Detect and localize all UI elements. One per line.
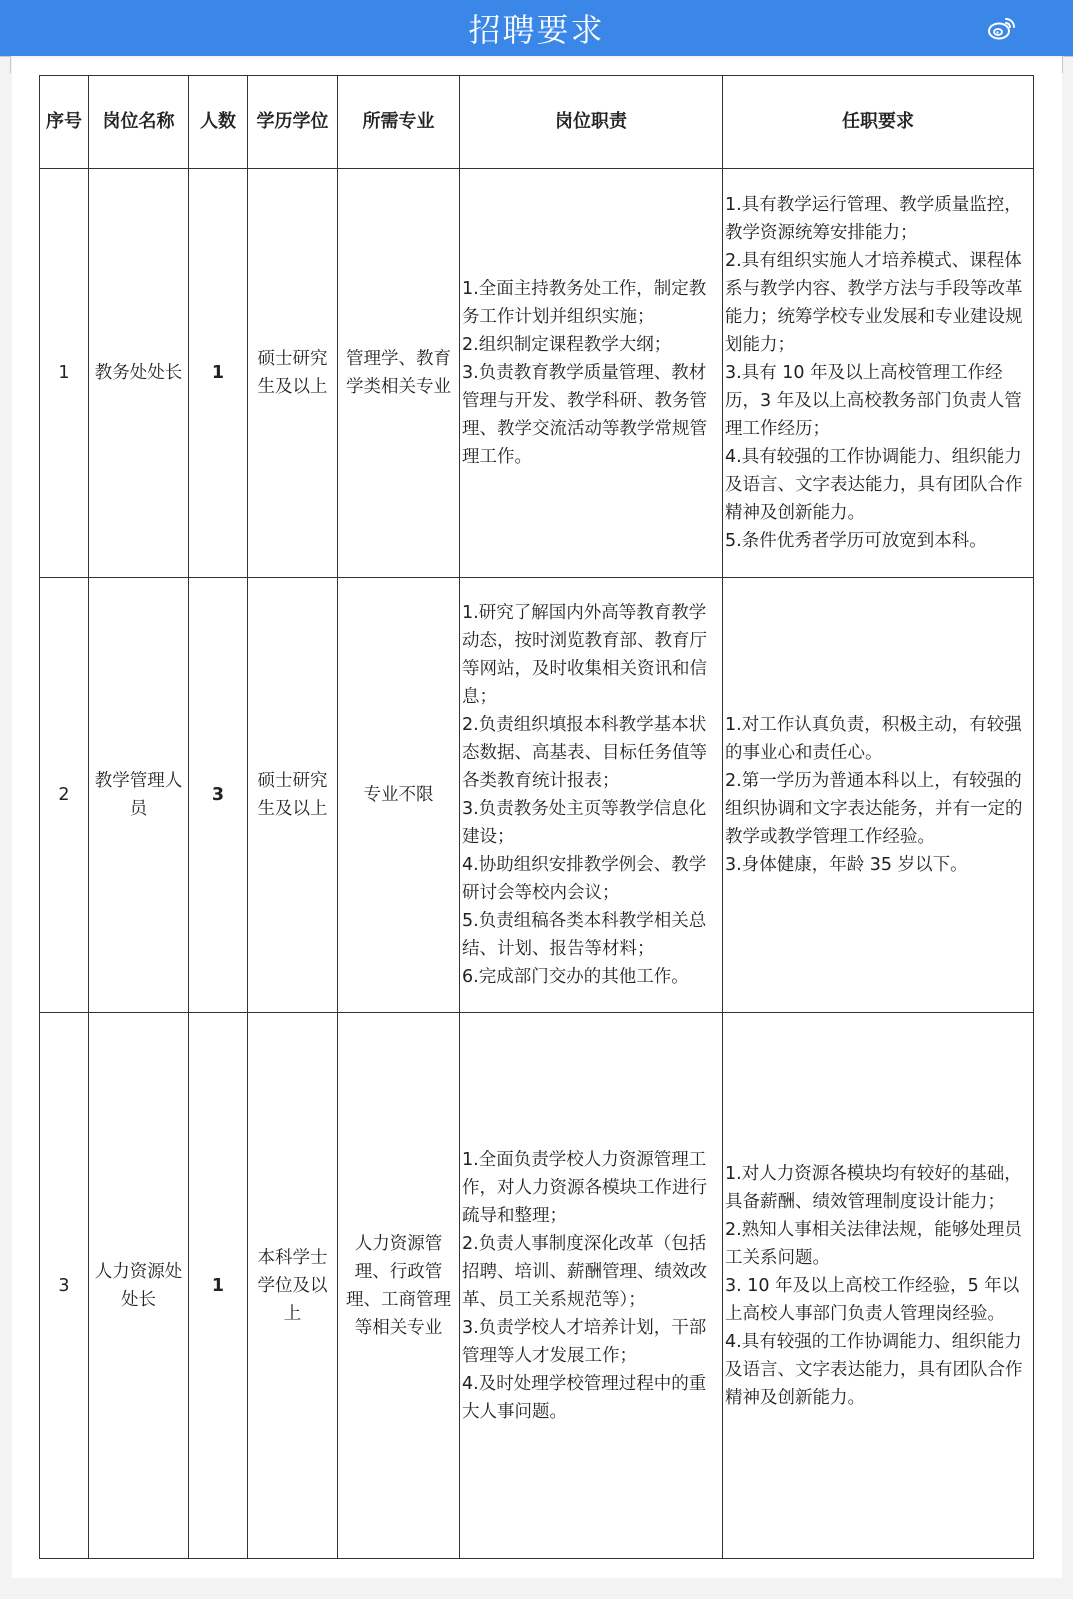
duty-item: 4.及时处理学校管理过程中的重大人事问题。 [462,1373,707,1422]
required-major: 专业不限 [338,578,460,1013]
requirement-item: 4.具有较强的工作协调能力、组织能力及语言、文字表达能力，具有团队合作精神及创新能力。 [725,1331,1023,1408]
required-major: 管理学、教育学类相关专业 [338,169,460,578]
document-page [12,58,1062,1578]
requirements-cell [723,1013,1034,1559]
duty-item: 1.研究了解国内外高等教育教学动态，按时浏览教育部、教育厅等网站，及时收集相关资讯和信息； [462,603,707,707]
duty-item: 1.全面负责学校人力资源管理工作，对人力资源各模块工作进行疏导和整理； [462,1149,707,1226]
requirement-item: 5.条件优秀者学历可放宽到本科。 [725,531,987,551]
duty-item: 3.负责教育教学质量管理、教材管理与开发、教学科研、教务管理、教学交流活动等教学常规管理工作。 [462,363,707,467]
column-header: 所需专业 [338,76,460,169]
page-title: 招聘要求 [468,11,605,49]
requirement-item: 1.对人力资源各模块均有较好的基础，具备薪酬、绩效管理制度设计能力； [725,1163,1022,1212]
headcount: 1 [189,1013,248,1559]
row-number: 3 [40,1013,89,1559]
row-number: 2 [40,578,89,1013]
duty-item: 1.全面主持教务处工作，制定教务工作计划并组织实施； [462,279,707,327]
duty-item: 2.负责组织填报本科教学基本状态数据、高基表、目标任务值等各类教育统计报表； [462,715,707,791]
recruitment-table [39,75,1034,1559]
education-level: 硕士研究生及以上 [248,578,338,1013]
column-header: 学历学位 [248,76,338,169]
page-corner-left [0,56,11,73]
row-number: 1 [40,169,89,578]
requirement-item: 2.熟知人事相关法律法规，能够处理员工关系问题。 [725,1219,1022,1268]
table-row [40,578,1034,1013]
required-major: 人力资源管理、行政管理、工商管理等相关专业 [338,1013,460,1559]
requirement-item: 3. 10 年及以上高校工作经验，5 年以上高校人事部门负责人管理岗经验。 [725,1275,1020,1324]
duty-item: 3.负责学校人才培养计划，干部管理等人才发展工作； [462,1317,707,1366]
position-name: 教务处处长 [89,169,189,578]
page-corner-right [1062,56,1073,73]
duty-item: 5.负责组稿各类本科教学相关总结、计划、报告等材料； [462,911,707,959]
education-level: 硕士研究生及以上 [248,169,338,578]
table-row [40,1013,1034,1559]
table-row [40,169,1034,578]
requirements-cell [723,578,1034,1013]
duty-item: 4.协助组织安排教学例会、教学研讨会等校内会议； [462,855,707,903]
duty-item: 6.完成部门交办的其他工作。 [462,967,689,987]
requirement-item: 3.身体健康，年龄 35 岁以下。 [725,855,968,875]
duty-item: 2.负责人事制度深化改革（包括招聘、培训、薪酬管理、绩效改革、员工关系规范等）； [462,1233,707,1310]
column-header: 岗位职责 [460,76,723,169]
requirement-item: 4.具有较强的工作协调能力、组织能力及语言、文字表达能力，具有团队合作精神及创新能力。 [725,447,1023,523]
table-header-row [40,76,1034,169]
education-level: 本科学士学位及以上 [248,1013,338,1559]
position-name: 教学管理人员 [89,578,189,1013]
requirements-cell [723,169,1034,578]
duty-item: 2.组织制定课程教学大纲； [462,335,672,355]
duties-cell [460,578,723,1013]
column-header: 序号 [40,76,89,169]
requirement-item: 1.对工作认真负责，积极主动，有较强的事业心和责任心。 [725,715,1022,763]
duties-cell [460,1013,723,1559]
position-name: 人力资源处处长 [89,1013,189,1559]
requirement-item: 1.具有教学运行管理、教学质量监控，教学资源统筹安排能力； [725,195,1022,243]
duties-cell [460,169,723,578]
headcount: 1 [189,169,248,578]
column-header: 岗位名称 [89,76,189,169]
weibo-icon[interactable] [987,14,1017,42]
column-header: 任职要求 [723,76,1034,169]
column-header: 人数 [189,76,248,169]
duty-item: 3.负责教务处主页等教学信息化建设； [462,799,707,847]
requirement-item: 3.具有 10 年及以上高校管理工作经历，3 年及以上高校教务部门负责人管理工作经历； [725,363,1022,439]
requirement-item: 2.第一学历为普通本科以上，有较强的组织协调和文字表达能务，并有一定的教学或教学管理工作经验。 [725,771,1023,847]
headcount: 3 [189,578,248,1013]
requirement-item: 2.具有组织实施人才培养模式、课程体系与教学内容、教学方法与手段等改革能力；统筹学校专业发展和专业建设规划能力； [725,251,1023,355]
title-bar [0,0,1073,56]
